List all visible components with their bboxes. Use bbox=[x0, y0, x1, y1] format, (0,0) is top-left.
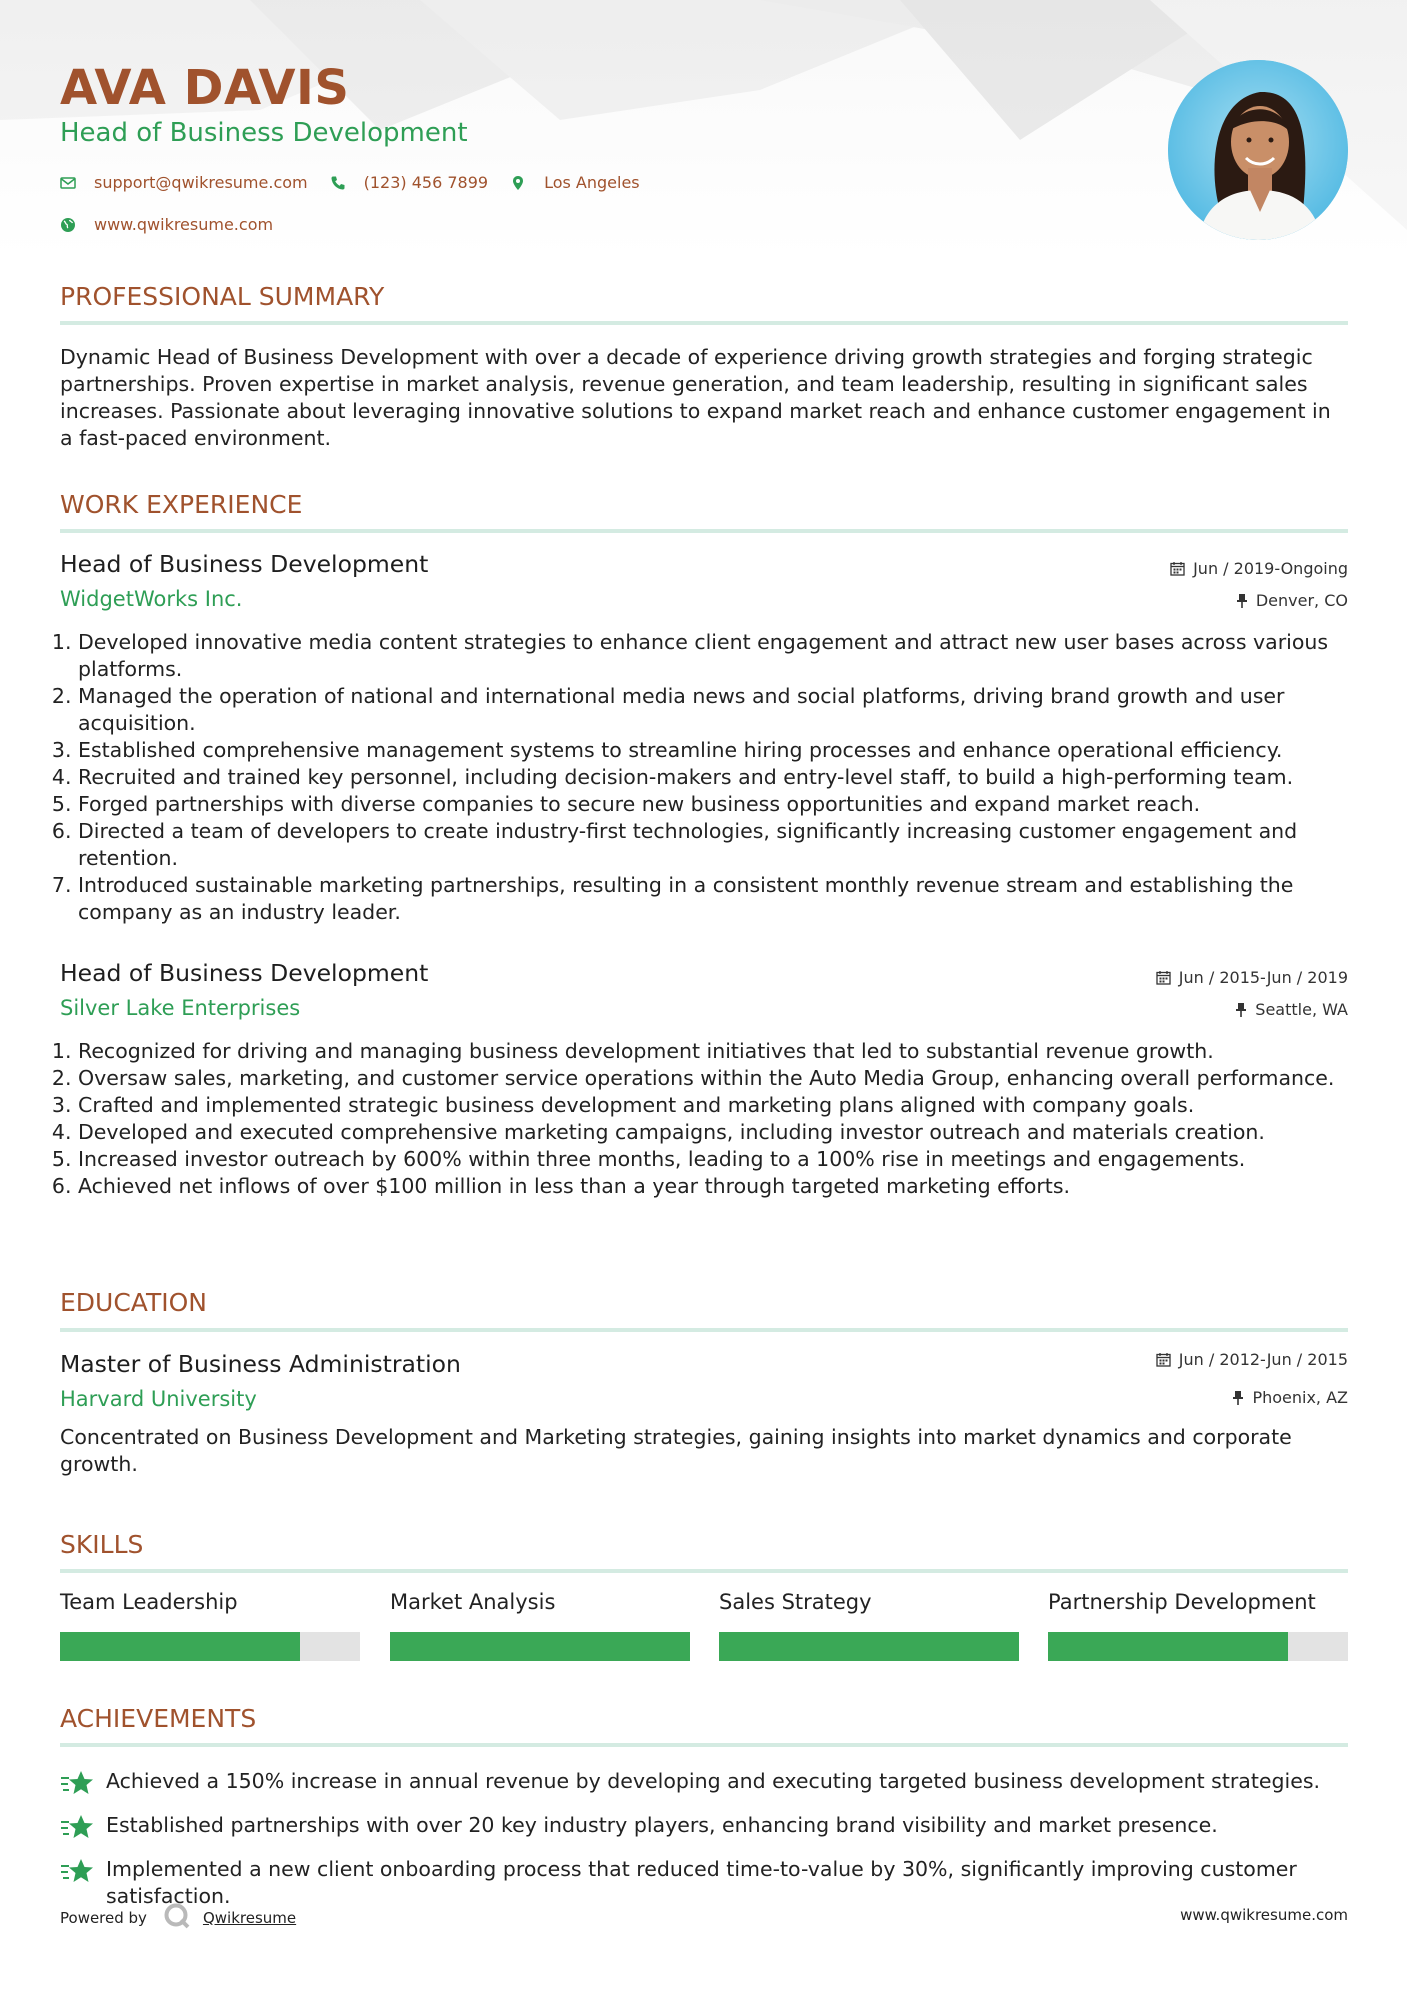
skill-bar-fill bbox=[390, 1632, 690, 1661]
list-item: 1. Developed innovative media content strategies to enhance client engagement and attract new user bases across various platforms. bbox=[78, 629, 1366, 683]
section-divider bbox=[60, 321, 1348, 325]
list-item: 6. Directed a team of developers to create industry-first technologies, significantly increasing customer engagement and retention. bbox=[78, 818, 1366, 872]
list-item: 3. Established comprehensive management systems to streamline hiring processes and enhance operational efficiency. bbox=[78, 737, 1366, 764]
website-text: www.qwikresume.com bbox=[94, 215, 274, 234]
contact-row-website bbox=[60, 215, 295, 234]
job-title: Head of Business Development bbox=[60, 959, 429, 987]
powered-by-label: Powered by bbox=[60, 1909, 147, 1927]
job-dates-text: Jun / 2015-Jun / 2019 bbox=[1178, 968, 1348, 987]
section-divider bbox=[60, 1328, 1348, 1332]
skill-item bbox=[719, 1590, 1019, 1661]
list-item: 5. Forged partnerships with diverse companies to secure new business opportunities and expand market reach. bbox=[78, 791, 1366, 818]
job-duties-list bbox=[60, 1038, 1366, 1200]
section-title-summary: PROFESSIONAL SUMMARY bbox=[60, 282, 385, 311]
education-dates bbox=[1156, 1350, 1348, 1369]
pushpin-icon bbox=[1232, 1390, 1244, 1405]
section-divider bbox=[60, 1569, 1348, 1573]
achievement-text: Implemented a new client onboarding process that reduced time-to-value by 30%, significantly improving customer satisfaction. bbox=[106, 1857, 1297, 1908]
footer-url[interactable]: www.qwikresume.com bbox=[1180, 1906, 1348, 1924]
company-name: WidgetWorks Inc. bbox=[60, 587, 243, 611]
calendar-icon bbox=[1156, 1352, 1171, 1367]
calendar-icon bbox=[1170, 561, 1185, 576]
skill-label: Sales Strategy bbox=[719, 1590, 872, 1614]
job-dates bbox=[1170, 559, 1348, 578]
section-title-experience: WORK EXPERIENCE bbox=[60, 490, 303, 519]
star-icon bbox=[60, 1812, 94, 1847]
section-divider bbox=[60, 1743, 1348, 1747]
section-title-education: EDUCATION bbox=[60, 1288, 207, 1317]
contact-website[interactable] bbox=[60, 215, 273, 234]
job-location-text: Seattle, WA bbox=[1255, 1000, 1348, 1019]
degree-title: Master of Business Administration bbox=[60, 1350, 461, 1378]
section-divider bbox=[60, 529, 1348, 533]
qwikresume-link[interactable]: Qwikresume bbox=[202, 1909, 297, 1927]
skill-bar bbox=[1048, 1632, 1348, 1661]
achievement-item bbox=[60, 1768, 1348, 1803]
job-location-text: Denver, CO bbox=[1255, 591, 1348, 610]
job-dates bbox=[1156, 968, 1348, 987]
candidate-name: AVA DAVIS bbox=[60, 60, 350, 116]
envelope-icon bbox=[60, 175, 76, 191]
contact-phone[interactable] bbox=[330, 173, 488, 192]
education-dates-text: Jun / 2012-Jun / 2015 bbox=[1178, 1350, 1348, 1369]
achievement-text: Achieved a 150% increase in annual revenue by developing and executing targeted business development strategies. bbox=[106, 1769, 1321, 1793]
company-name: Silver Lake Enterprises bbox=[60, 996, 301, 1020]
list-item: 2. Managed the operation of national and international media news and social platforms, driving brand growth and user acquisition. bbox=[78, 683, 1366, 737]
profile-photo bbox=[1168, 60, 1348, 240]
calendar-icon bbox=[1156, 970, 1171, 985]
list-item: 1. Recognized for driving and managing business development initiatives that led to substantial revenue growth. bbox=[78, 1038, 1366, 1065]
skill-bar-fill bbox=[719, 1632, 1019, 1661]
achievement-item bbox=[60, 1812, 1348, 1847]
summary-text: Dynamic Head of Business Development with over a decade of experience driving growth strategies and forging strategic partnerships. Proven expertise in market analysis, revenue generation, and team leadership, resulting in significant sales increases. Passionate about leveraging innovative solutions to expand market reach and enhance customer engagement in a fast-paced environment. bbox=[60, 345, 1331, 450]
list-item: 3. Crafted and implemented strategic business development and marketing plans aligned with company goals. bbox=[78, 1092, 1366, 1119]
contact-location bbox=[510, 173, 640, 192]
education-description: Concentrated on Business Development and Marketing strategies, gaining insights into market dynamics and corporate growth. bbox=[60, 1425, 1292, 1476]
profile-portrait-icon bbox=[1168, 60, 1348, 240]
section-title-skills: SKILLS bbox=[60, 1530, 144, 1559]
school-name: Harvard University bbox=[60, 1387, 257, 1411]
achievement-text: Established partnerships with over 20 key industry players, enhancing brand visibility and market presence. bbox=[106, 1813, 1218, 1837]
location-text: Los Angeles bbox=[544, 173, 640, 192]
contact-email[interactable] bbox=[60, 173, 308, 192]
skill-item bbox=[60, 1590, 360, 1661]
job-title: Head of Business Development bbox=[60, 550, 429, 578]
skill-bar-fill bbox=[1048, 1632, 1288, 1661]
list-item: 4. Developed and executed comprehensive marketing campaigns, including investor outreach and materials creation. bbox=[78, 1119, 1366, 1146]
phone-icon bbox=[330, 175, 346, 191]
job-dates-text: Jun / 2019-Ongoing bbox=[1193, 559, 1348, 578]
education-location-text: Phoenix, AZ bbox=[1252, 1388, 1348, 1407]
list-item: 4. Recruited and trained key personnel, including decision-makers and entry-level staff, to build a high-performing team. bbox=[78, 764, 1366, 791]
skill-label: Partnership Development bbox=[1048, 1590, 1316, 1614]
section-title-achievements: ACHIEVEMENTS bbox=[60, 1704, 257, 1733]
education-location bbox=[1232, 1388, 1348, 1407]
star-icon bbox=[60, 1768, 94, 1803]
contact-row bbox=[60, 173, 662, 192]
candidate-title: Head of Business Development bbox=[60, 118, 468, 148]
job-duties-list bbox=[60, 629, 1366, 926]
skill-bar bbox=[390, 1632, 690, 1661]
list-item: 2. Oversaw sales, marketing, and customer service operations within the Auto Media Group, enhancing overall performance. bbox=[78, 1065, 1366, 1092]
pushpin-icon bbox=[1236, 593, 1248, 608]
footer-powered-by bbox=[60, 1902, 296, 1934]
skill-bar-fill bbox=[60, 1632, 300, 1661]
pushpin-icon bbox=[1235, 1002, 1247, 1017]
list-item: 6. Achieved net inflows of over $100 million in less than a year through targeted marketing efforts. bbox=[78, 1173, 1366, 1200]
skill-bar bbox=[719, 1632, 1019, 1661]
skill-item bbox=[1048, 1590, 1348, 1661]
job-location bbox=[1235, 1000, 1348, 1019]
phone-text: (123) 456 7899 bbox=[363, 173, 489, 192]
skill-label: Market Analysis bbox=[390, 1590, 556, 1614]
globe-icon bbox=[60, 217, 76, 233]
list-item: 5. Increased investor outreach by 600% within three months, leading to a 100% rise in meetings and engagements. bbox=[78, 1146, 1366, 1173]
skill-item bbox=[390, 1590, 690, 1661]
email-text: support@qwikresume.com bbox=[94, 173, 308, 192]
map-marker-icon bbox=[510, 175, 526, 191]
job-location bbox=[1236, 591, 1348, 610]
skill-bar bbox=[60, 1632, 360, 1661]
qwikresume-logo-icon bbox=[163, 1902, 191, 1934]
list-item: 7. Introduced sustainable marketing partnerships, resulting in a consistent monthly revenue stream and establishing the company as an industry leader. bbox=[78, 872, 1366, 926]
skill-label: Team Leadership bbox=[60, 1590, 238, 1614]
